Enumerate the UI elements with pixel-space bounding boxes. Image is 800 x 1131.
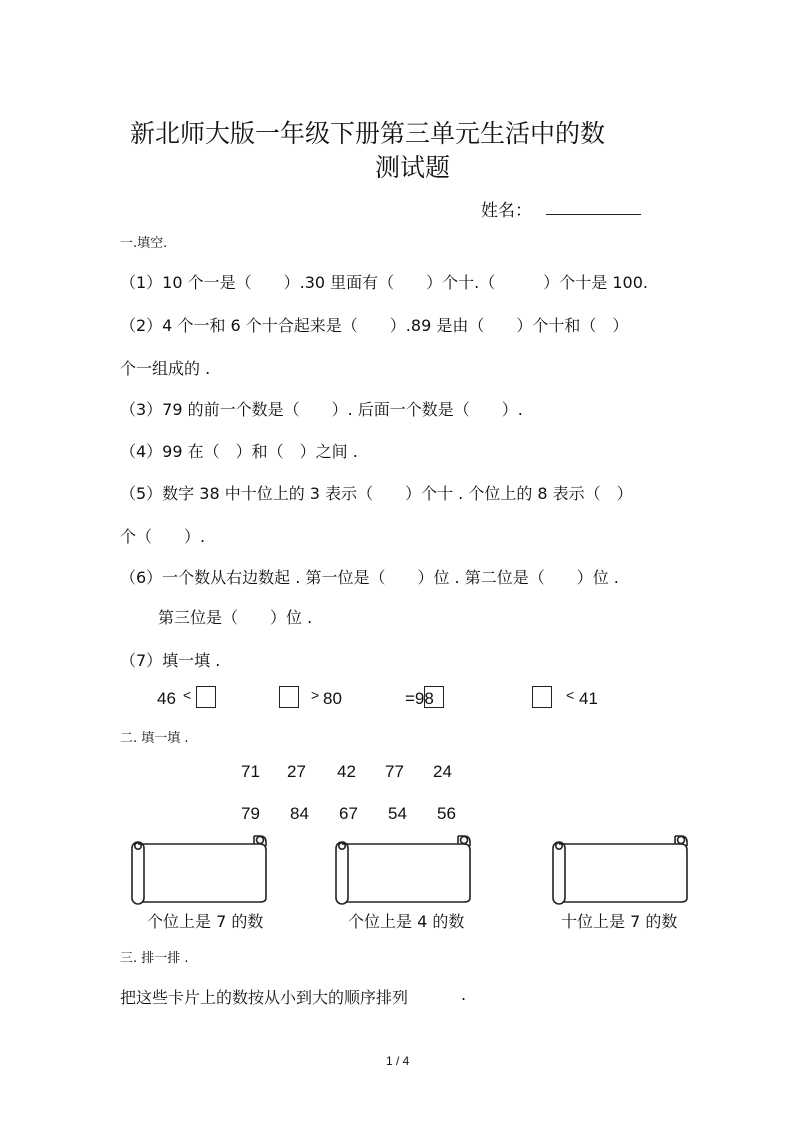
- name-field[interactable]: [546, 214, 641, 215]
- compare-4-right: 41: [579, 689, 598, 708]
- question-7: （7）填一填 .: [120, 651, 221, 670]
- question-2-line-2: 个一组成的 .: [120, 359, 211, 378]
- title-line-2: 测试题: [375, 153, 451, 182]
- number-row-2-item: 54: [388, 804, 407, 823]
- page-number: 1 / 4: [386, 1054, 410, 1068]
- scroll-box-units-4[interactable]: [332, 832, 474, 908]
- number-row-2-item: 67: [339, 804, 358, 823]
- number-row-2-item: 56: [437, 804, 456, 823]
- compare-2-operator: >: [311, 687, 320, 703]
- title-line-1: 新北师大版一年级下册第三单元生活中的数: [130, 119, 606, 148]
- question-2-line-1: （2）4 个一和 6 个十合起来是（ ）.89 是由（ ）个十和（ ）: [120, 316, 629, 335]
- scroll-label: 个位上是 4 的数: [348, 912, 465, 931]
- compare-1-operator: <: [183, 687, 192, 703]
- scroll-label: 十位上是 7 的数: [561, 912, 678, 931]
- compare-2-answer-box[interactable]: [279, 686, 299, 708]
- section-1-heading: 一.填空.: [120, 236, 168, 251]
- section-3-heading: 三. 排一排 .: [120, 951, 189, 966]
- scroll-label: 个位上是 7 的数: [147, 912, 264, 931]
- question-4: （4）99 在（ ）和（ ）之间 .: [120, 442, 358, 461]
- compare-4-answer-box[interactable]: [532, 686, 552, 708]
- question-5-line-2: 个（ ）.: [120, 527, 206, 546]
- compare-3-answer-box[interactable]: [424, 686, 444, 708]
- name-label: 姓名：: [481, 201, 532, 221]
- scroll-box-units-7[interactable]: [128, 832, 270, 908]
- question-1: （1）10 个一是（ ）.30 里面有（ ）个十.（ ）个十是 100.: [120, 273, 648, 292]
- number-row-1-item: 24: [433, 762, 452, 781]
- number-row-2-item: 79: [241, 804, 260, 823]
- sort-instruction-period: .: [461, 985, 467, 1004]
- compare-4-operator: <: [566, 687, 575, 703]
- number-row-1-item: 27: [287, 762, 306, 781]
- question-3: （3）79 的前一个数是（ ）. 后面一个数是（ ）.: [120, 400, 523, 419]
- number-row-2-item: 84: [290, 804, 309, 823]
- compare-1-answer-box[interactable]: [196, 686, 216, 708]
- question-6-line-1: （6）一个数从右边数起 . 第一位是（ ）位 . 第二位是（ ）位 .: [120, 568, 619, 587]
- compare-2-right: 80: [323, 689, 342, 708]
- question-5-line-1: （5）数字 38 中十位上的 3 表示（ ）个十 . 个位上的 8 表示（ ）: [120, 484, 633, 503]
- section-2-heading: 二. 填一填 .: [120, 731, 189, 746]
- sort-instruction: 把这些卡片上的数按从小到大的顺序排列: [120, 988, 409, 1007]
- compare-1-left: 46: [157, 689, 176, 708]
- number-row-1-item: 42: [337, 762, 356, 781]
- number-row-1-item: 71: [241, 762, 260, 781]
- compare-3-left: =98: [405, 689, 434, 708]
- question-6-line-2: 第三位是（ ）位 .: [158, 608, 313, 627]
- number-row-1-item: 77: [385, 762, 404, 781]
- scroll-box-tens-7[interactable]: [549, 832, 691, 908]
